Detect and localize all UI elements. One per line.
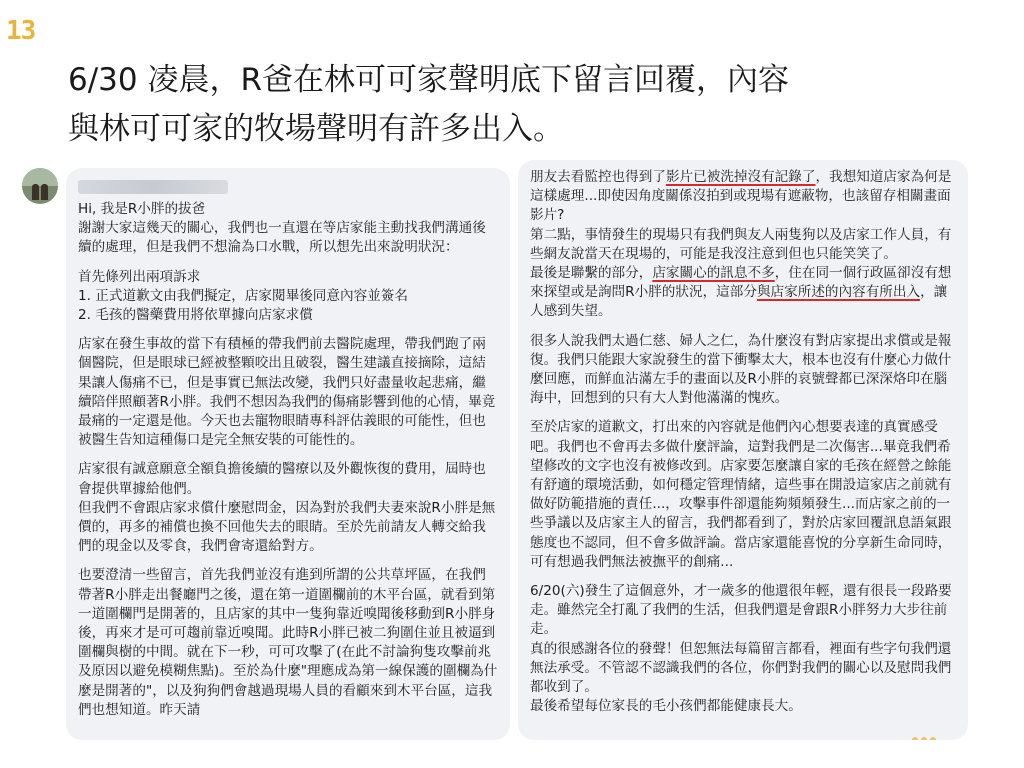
comment-paragraph: 店家很有誠意願意全額負擔後續的醫療以及外觀恢復的費用，屆時也會提供單據給他們。 但我們不會跟店家求償什麼慰問金，因為對於我們夫妻來說R小胖是無價的，再多的補償也換不回他失去的眼睛。至於先前請友人轉交給我們的現金以及零食，我們會寄還給對方。 bbox=[78, 461, 496, 555]
blurred-commenter-name bbox=[78, 180, 228, 194]
comment-paragraph: 很多人說我們太過仁慈、婦人之仁，為什麼沒有對店家提出求償或是報復。我們只能跟大家說發生的當下衝擊太大，根本也沒有什麼心力做什麼回應，而鮮血沾滿左手的畫面以及R小胖的哀號聲都已深深烙印在腦海中，回想到的只有大人對他滿滿的愧疚。 bbox=[530, 332, 952, 407]
reaction-dots bbox=[912, 730, 952, 738]
headline-line-2: 與林可可家的牧場聲明有許多出入。 bbox=[68, 111, 564, 147]
comment-paragraph-highlighted bbox=[530, 168, 956, 322]
underlined-text: 影片已被洗掉沒有記錄了 bbox=[665, 169, 816, 185]
comment-paragraph: 至於店家的道歉文，打出來的內容就是他們內心想要表達的真實感受吧。我們也不會再去多做什麼評論，這對我們是二次傷害...畢竟我們希望修改的文字也沒有被修改到。店家要怎麼讓自家的毛孩在經營之餘能有舒適的環境活動，如何穩定管理情緒，這些事在開設這家店之前就有做好防範措施的責任...，攻擊事件卻還能夠頻頻發生...而店家之前的一些爭議以及店家主人的留言，我們都看到了，對於店家回覆訊息語氣跟態度也不認同，但不會多做評論。當店家還能喜悅的分享新生命同時，可有想過我們無法被撫平的創痛... bbox=[530, 419, 952, 570]
comment-bubble-left bbox=[66, 168, 510, 740]
text-segment: ，住在同一個行政區卻沒有想來探望或是詢問R小胖的狀況，這部分 bbox=[530, 265, 952, 301]
comment-bubble-right bbox=[518, 160, 968, 740]
avatar[interactable] bbox=[22, 168, 58, 204]
slide-number: 13 bbox=[6, 16, 36, 46]
text-segment: ，讓人感到失望。 bbox=[530, 284, 948, 320]
text-segment: ，我想知道店家為何是這樣處理...即使因角度關係沒拍到或現場有遮蔽物，也該留存相關畫面影片? 第二點，事情發生的現場只有我們與友人兩隻狗以及店家工作人員，有些網友說當天在現場的，可能是我沒注意到但也只能笑笑了。 最後是聯繫的部分， bbox=[530, 169, 952, 282]
slide-headline bbox=[68, 56, 968, 154]
comment-paragraph: 6/20(六)發生了這個意外，才一歲多的他還很年輕，還有很長一段路要走。雖然完全打亂了我們的生活，但我們還是會跟R小胖努力大步往前走。 真的很感謝各位的發聲！但恕無法每篇留言都看，裡面有些字句我們還無法承受。不管認不認識我們的各位，你們對我們的關心以及慰問我們都收到了。 最後希望每位家長的毛小孩們都能健康長大。 bbox=[530, 583, 952, 715]
underlined-text: 店家關心的訊息不多 bbox=[652, 265, 775, 282]
text-segment: 朋友去看監控也得到了 bbox=[530, 169, 666, 185]
headline-line-1: 6/30 凌晨，R爸在林可可家聲明底下留言回覆，內容 bbox=[68, 62, 790, 98]
comment-paragraph: 首先條列出兩項訴求 1. 正式道歉文由我們擬定，店家閱畢後同意內容並簽名 2. 毛孩的醫藥費用將依單據向店家求償 bbox=[78, 268, 408, 324]
comment-paragraph: 店家在發生事故的當下有積極的帶我們前去醫院處理，帶我們跑了兩個醫院，但是眼球已經被整顆咬出且破裂，醫生建議直接摘除，這結果讓人傷痛不已，但是事實已無法改變，我們只好盡量收起悲痛，繼續陪伴照顧著R小胖。我們不想因為我們的傷痛影響到他的心情，畢竟最痛的一定還是他。今天也去寵物眼睛專科評估義眼的可能性，但也被醫生告知這種傷口是完全無安裝的可能性的。 bbox=[78, 336, 496, 449]
comment-paragraph: 也要澄清一些留言，首先我們並沒有進到所謂的公共草坪區，在我們帶著R小胖走出餐廳門之後，還在第一道圍欄前的木平台區，就看到第一道圍欄門是開著的，且店家的其中一隻狗靠近嗅聞後移動到R小胖身後，再來才是可可趨前靠近嗅聞。此時R小胖已被二狗圍住並且被逼到圍欄與樹的中間。就在下一秒，可可攻擊了(在此不討論狗隻攻擊前兆及原因以避免模糊焦點)。至於為什麼"理應成為第一線保護的圍欄為什麼是開著的"，以及狗狗們會越過現場人員的看顧來到木平台區，這我們也想知道。昨天請 bbox=[78, 567, 498, 718]
underlined-text: 與店家所述的內容有所出入 bbox=[756, 284, 921, 301]
comment-paragraph: Hi, 我是R小胖的拔爸 謝謝大家這幾天的關心，我們也一直還在等店家能主動找我們溝通後續的處理，但是我們不想淪為口水戰，所以想先出來說明狀況： bbox=[78, 201, 486, 256]
